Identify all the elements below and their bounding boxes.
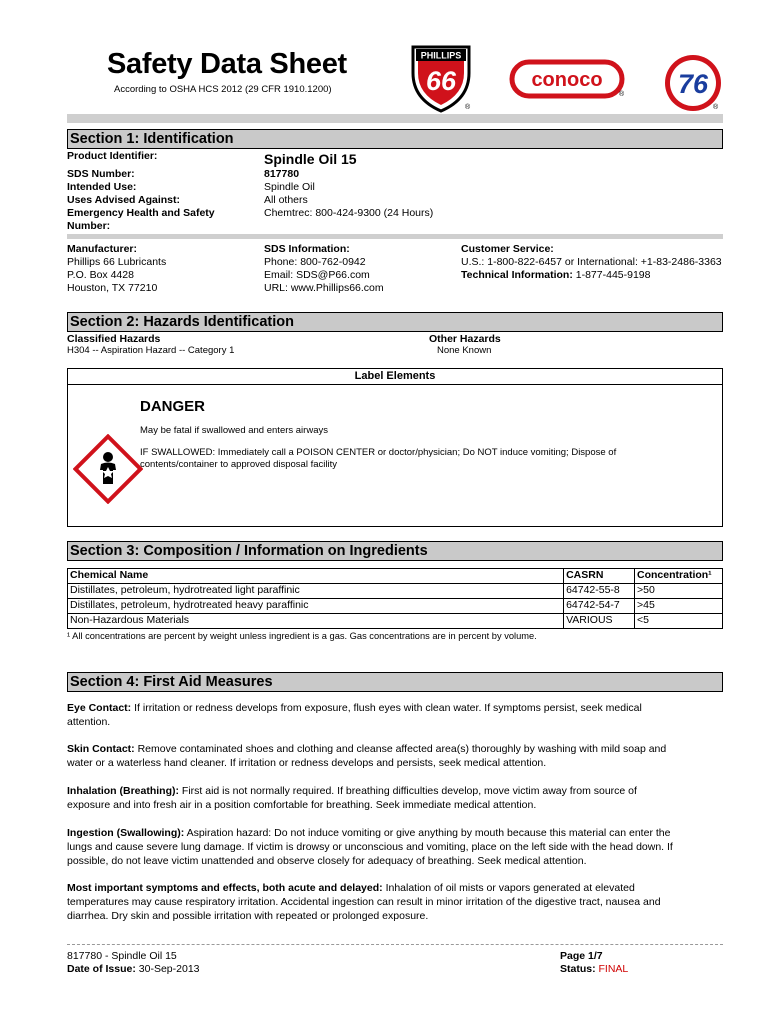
inhalation-text-2: exposure and into fresh air in a position comfortable for breathing. Seek immediate medical attention. <box>67 799 537 811</box>
eye-contact-text: If irritation or redness develops from exposure, flush eyes with clean water. If symptoms persist, seek medical <box>134 702 642 714</box>
intended-use-value: Spindle Oil <box>264 181 315 193</box>
other-hazards-value: None Known <box>437 345 492 356</box>
table-header-row <box>68 569 723 584</box>
registered-mark: ® <box>713 104 719 111</box>
footer-divider <box>67 944 723 945</box>
section1-divider <box>67 234 723 239</box>
table-row <box>68 599 723 614</box>
header-divider <box>67 114 723 123</box>
column-header: CASRN <box>564 569 635 584</box>
signal-word: DANGER <box>140 398 206 415</box>
status-value: FINAL <box>598 963 629 975</box>
hazard-statement: May be fatal if swallowed and enters airways <box>140 425 328 436</box>
chemical-name-cell: Distillates, petroleum, hydrotreated heavy paraffinic <box>68 599 564 614</box>
inhalation-text: First aid is not normally required. If breathing difficulties develop, move victim away from source of <box>181 785 637 797</box>
ingestion-text-3: possible, do not leave victim unattended and observe closely for adequacy of breathing. Seek medical attention. <box>67 855 587 867</box>
column-header: Concentration¹ <box>635 569 723 584</box>
eye-contact-text-2: attention. <box>67 716 111 728</box>
other-hazards-label: Other Hazards <box>429 333 501 345</box>
casrn-cell: 64742-54-7 <box>564 599 635 614</box>
sds-info-phone: Phone: 800-762-0942 <box>264 256 366 268</box>
skin-contact-text: Remove contaminated shoes and clothing and cleanse affected area(s) thoroughly by washing with mild soap and <box>137 743 667 755</box>
ingestion-text: Aspiration hazard: Do not induce vomiting or give anything by mouth because this material can enter the <box>186 827 671 839</box>
label-elements-header: Label Elements <box>67 368 723 385</box>
document-subtitle: According to OSHA HCS 2012 (29 CFR 1910.1200) <box>114 84 332 95</box>
chemical-name-cell: Non-Hazardous Materials <box>68 614 564 629</box>
svg-text:conoco: conoco <box>531 69 603 91</box>
inhalation-label: Inhalation (Breathing): <box>67 785 179 797</box>
ingestion-label: Ingestion (Swallowing): <box>67 827 185 839</box>
customer-service-line: U.S.: 1-800-822-6457 or International: +1-83-2486-3363 <box>461 256 722 268</box>
emergency-value: Chemtrec: 800-424-9300 (24 Hours) <box>264 207 434 219</box>
concentration-cell: <5 <box>635 614 723 629</box>
composition-table <box>67 568 723 629</box>
sds-info-label: SDS Information: <box>264 243 350 255</box>
status-label: Status: <box>560 963 596 975</box>
sds-number-value: 817780 <box>264 168 300 180</box>
skin-contact-text-2: water or a waterless hand cleaner. If irritation or redness develops and persists, seek medical attention. <box>67 757 547 769</box>
date-of-issue-label: Date of Issue: <box>67 963 136 975</box>
product-identifier-value: Spindle Oil 15 <box>264 151 357 167</box>
ingestion-text-2: lungs and cause severe lung damage. If victim is drowsy or unconscious and vomiting, place on the left side with the head down. If <box>67 841 673 853</box>
concentration-cell: >50 <box>635 584 723 599</box>
column-header: Chemical Name <box>68 569 564 584</box>
section2-heading: Section 2: Hazards Identification <box>67 312 723 332</box>
svg-text:76: 76 <box>677 69 709 99</box>
table-row <box>68 614 723 629</box>
sds-number-label: SDS Number: <box>67 168 135 180</box>
technical-info <box>461 269 650 283</box>
emergency-label-2: Number: <box>67 220 111 232</box>
sds-info-email[interactable]: Email: SDS@P66.com <box>264 269 370 281</box>
eye-contact-paragraph <box>67 701 723 729</box>
ingestion-paragraph <box>67 826 723 868</box>
manufacturer-line: Houston, TX 77210 <box>67 282 158 294</box>
symptoms-text-2: temperatures may cause respiratory irritation. Accidental ingestion can result in minor irritation of the digestive tract, nausea and <box>67 896 661 908</box>
symptoms-text-3: diarrhea. Dry skin and possible irritation with repeated or prolonged exposure. <box>67 910 429 922</box>
skin-contact-paragraph <box>67 742 723 770</box>
skin-contact-label: Skin Contact: <box>67 743 135 755</box>
registered-mark: ® <box>465 104 471 111</box>
symptoms-label: Most important symptoms and effects, both acute and delayed: <box>67 882 383 894</box>
section1-heading: Section 1: Identification <box>67 129 723 149</box>
footer-date <box>67 963 200 977</box>
concentration-cell: >45 <box>635 599 723 614</box>
page-number: Page 1/7 <box>560 950 603 962</box>
date-of-issue-value: 30-Sep-2013 <box>138 963 200 975</box>
uses-advised-label: Uses Advised Against: <box>67 194 181 206</box>
section3-heading: Section 3: Composition / Information on Ingredients <box>67 541 723 561</box>
document-title: Safety Data Sheet <box>107 48 347 80</box>
precautionary-statement-2: contents/container to approved disposal facility <box>140 459 337 470</box>
eye-contact-label: Eye Contact: <box>67 702 132 714</box>
footer-status <box>560 963 628 977</box>
table-row <box>68 584 723 599</box>
intended-use-label: Intended Use: <box>67 181 137 193</box>
table-footnote: ¹ All concentrations are percent by weight unless ingredient is a gas. Gas concentrations are in percent by volume. <box>67 631 537 641</box>
technical-info-label: Technical Information: <box>461 269 573 281</box>
classified-hazards-label: Classified Hazards <box>67 333 161 345</box>
chemical-name-cell: Distillates, petroleum, hydrotreated light paraffinic <box>68 584 564 599</box>
section4-heading: Section 4: First Aid Measures <box>67 672 723 692</box>
emergency-label: Emergency Health and Safety <box>67 207 215 219</box>
svg-text:66: 66 <box>425 66 457 96</box>
symptoms-paragraph <box>67 881 723 923</box>
precautionary-statement: IF SWALLOWED: Immediately call a POISON CENTER or doctor/physician; Do NOT induce vomiting; Dispose of <box>140 447 617 458</box>
symptoms-text: Inhalation of oil mists or vapors generated at elevated <box>385 882 635 894</box>
classified-hazards-value: H304 -- Aspiration Hazard -- Category 1 <box>67 345 235 356</box>
registered-mark: ® <box>619 91 625 98</box>
inhalation-paragraph <box>67 784 723 812</box>
casrn-cell: 64742-55-8 <box>564 584 635 599</box>
technical-info-value: 1-877-445-9198 <box>575 269 651 281</box>
conoco-logo <box>508 58 626 100</box>
footer-doc-id: 817780 - Spindle Oil 15 <box>67 950 177 962</box>
uses-advised-value: All others <box>264 194 308 206</box>
manufacturer-line: Phillips 66 Lubricants <box>67 256 167 268</box>
health-hazard-pictogram-icon <box>73 434 143 504</box>
manufacturer-label: Manufacturer: <box>67 243 138 255</box>
svg-text:PHILLIPS: PHILLIPS <box>420 50 462 61</box>
manufacturer-line: P.O. Box 4428 <box>67 269 134 281</box>
sds-info-url[interactable]: URL: www.Phillips66.com <box>264 282 384 294</box>
product-identifier-label: Product Identifier: <box>67 150 158 162</box>
customer-service-label: Customer Service: <box>461 243 554 255</box>
casrn-cell: VARIOUS <box>564 614 635 629</box>
